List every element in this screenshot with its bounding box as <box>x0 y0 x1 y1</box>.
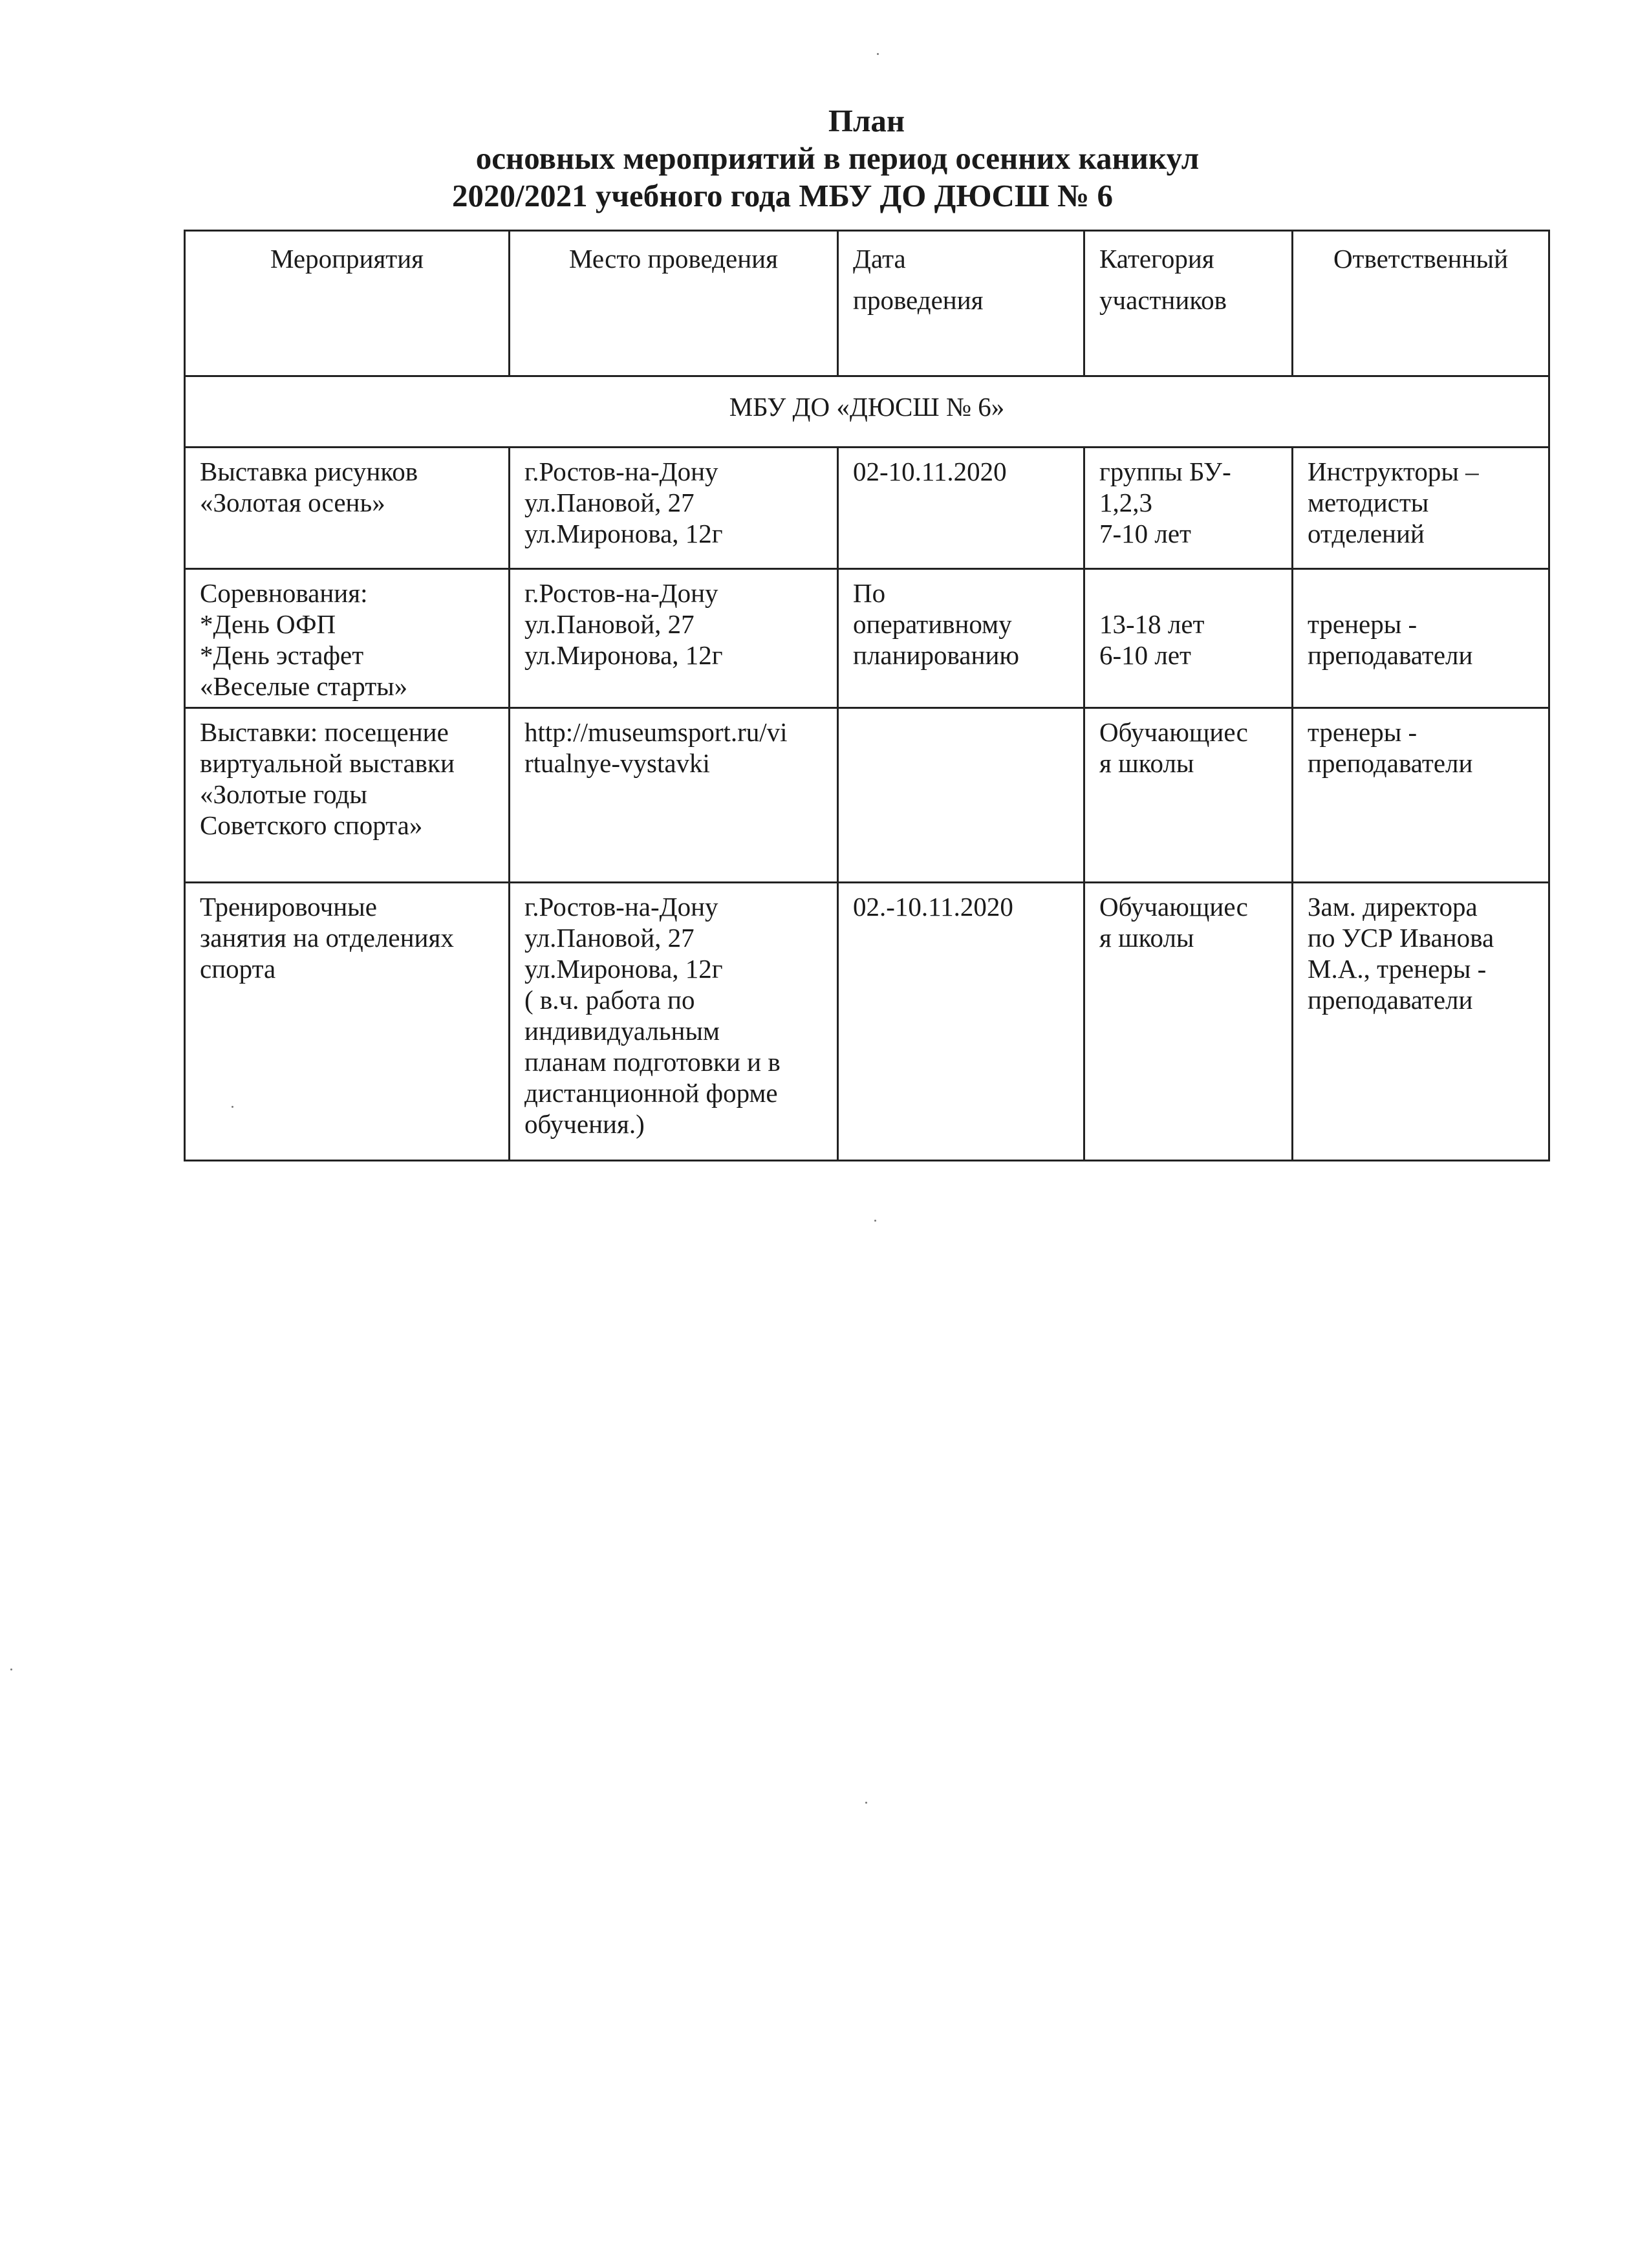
header-date <box>838 231 1084 376</box>
cell-line: ул.Пановой, 27 <box>524 923 695 953</box>
scan-speck <box>865 1802 867 1804</box>
header-responsible: Ответственный <box>1293 231 1549 376</box>
cell-line: «Золотая осень» <box>200 488 385 517</box>
cell-line: Выставки: посещение <box>200 717 449 747</box>
cell-line: индивидуальным <box>524 1016 720 1046</box>
cell-place <box>510 708 838 883</box>
cell-line: ул.Пановой, 27 <box>524 609 695 639</box>
header-category <box>1084 231 1293 376</box>
cell-category <box>1084 708 1293 883</box>
cell-line: «Веселые старты» <box>200 671 408 701</box>
cell-line: г.Ростов-на-Дону <box>524 578 718 608</box>
cell-line: http://museumsport.ru/vi <box>524 717 788 747</box>
events-plan-table <box>184 230 1550 1161</box>
cell-line: спорта <box>200 954 276 984</box>
cell-event <box>185 448 510 569</box>
cell-place <box>510 569 838 708</box>
cell-line: ул.Миронова, 12г <box>524 640 723 670</box>
table-row <box>185 708 1549 883</box>
cell-line: преподаватели <box>1308 748 1473 778</box>
cell-line: 02.-10.11.2020 <box>853 892 1013 922</box>
cell-line: ( в.ч. работа по <box>524 985 695 1015</box>
cell-line: преподаватели <box>1308 985 1473 1015</box>
cell-place <box>510 883 838 1161</box>
cell-line: преподаватели <box>1308 640 1473 670</box>
cell-line: занятия на отделениях <box>200 923 454 953</box>
cell-date <box>838 569 1084 708</box>
cell-category <box>1084 883 1293 1161</box>
scan-speck <box>10 1669 12 1670</box>
header-date-line1: Дата <box>853 244 906 274</box>
cell-responsible <box>1293 708 1549 883</box>
cell-line: я школы <box>1099 748 1194 778</box>
cell-line: дистанционной форме <box>524 1078 778 1108</box>
table-row <box>185 569 1549 708</box>
cell-category <box>1084 448 1293 569</box>
cell-line: ул.Пановой, 27 <box>524 488 695 517</box>
cell-place <box>510 448 838 569</box>
title-line-subtitle: основных мероприятий в период осенних каникул <box>475 140 1200 176</box>
cell-date <box>838 883 1084 1161</box>
cell-line: ул.Миронова, 12г <box>524 519 723 548</box>
cell-line: Тренировочные <box>200 892 377 922</box>
cell-line: группы БУ- <box>1099 457 1231 486</box>
cell-line: я школы <box>1099 923 1194 953</box>
cell-line: планированию <box>853 640 1020 670</box>
cell-line: Соревнования: <box>200 578 368 608</box>
cell-line: Советского спорта» <box>200 810 423 840</box>
cell-spacer <box>1308 578 1534 609</box>
header-events: Мероприятия <box>185 231 510 376</box>
cell-line: тренеры - <box>1308 609 1417 639</box>
cell-line: 13-18 лет <box>1099 609 1205 639</box>
cell-responsible <box>1293 883 1549 1161</box>
table-row <box>185 448 1549 569</box>
cell-line: rtualnye-vystavki <box>524 748 710 778</box>
cell-line: По <box>853 578 886 608</box>
cell-line: г.Ростов-на-Дону <box>524 892 718 922</box>
cell-line: методисты <box>1308 488 1429 517</box>
cell-line: Зам. директора <box>1308 892 1478 922</box>
header-date-line2: проведения <box>853 285 984 315</box>
cell-spacer <box>1099 578 1277 609</box>
cell-line: виртуальной выставки <box>200 748 455 778</box>
header-category-line2: участников <box>1099 285 1227 315</box>
cell-event <box>185 708 510 883</box>
title-line-plan: План <box>828 103 905 138</box>
cell-line: 02-10.11.2020 <box>853 457 1007 486</box>
cell-line: М.А., тренеры - <box>1308 954 1487 984</box>
cell-line: тренеры - <box>1308 717 1417 747</box>
cell-event <box>185 883 510 1161</box>
cell-date <box>838 448 1084 569</box>
organization-name: МБУ ДО «ДЮСШ № 6» <box>185 376 1549 448</box>
cell-responsible <box>1293 448 1549 569</box>
cell-line: оперативному <box>853 609 1012 639</box>
cell-line: 7-10 лет <box>1099 519 1191 548</box>
cell-line: Обучающиес <box>1099 717 1248 747</box>
cell-line: 1,2,3 <box>1099 488 1152 517</box>
cell-line: г.Ростов-на-Дону <box>524 457 718 486</box>
document-title <box>0 102 1649 215</box>
cell-line: отделений <box>1308 519 1425 548</box>
cell-category <box>1084 569 1293 708</box>
cell-line: по УСР Иванова <box>1308 923 1494 953</box>
cell-event <box>185 569 510 708</box>
organization-row <box>185 376 1549 448</box>
cell-line: «Золотые годы <box>200 779 367 809</box>
scan-speck <box>232 1106 233 1108</box>
cell-responsible <box>1293 569 1549 708</box>
table-header-row <box>185 231 1549 376</box>
cell-line: *День ОФП <box>200 609 336 639</box>
cell-line: Обучающиес <box>1099 892 1248 922</box>
title-line-year: 2020/2021 учебного года МБУ ДО ДЮСШ № 6 <box>452 178 1113 213</box>
scan-speck <box>877 53 879 55</box>
cell-date <box>838 708 1084 883</box>
cell-line: Инструкторы – <box>1308 457 1479 486</box>
scan-speck <box>874 1220 876 1222</box>
cell-line: ул.Миронова, 12г <box>524 954 723 984</box>
header-place: Место проведения <box>510 231 838 376</box>
header-category-line1: Категория <box>1099 244 1214 274</box>
table-row <box>185 883 1549 1161</box>
cell-line: обучения.) <box>524 1109 645 1139</box>
cell-line: 6-10 лет <box>1099 640 1191 670</box>
cell-line: *День эстафет <box>200 640 364 670</box>
cell-line: Выставка рисунков <box>200 457 418 486</box>
cell-line: планам подготовки и в <box>524 1047 781 1077</box>
